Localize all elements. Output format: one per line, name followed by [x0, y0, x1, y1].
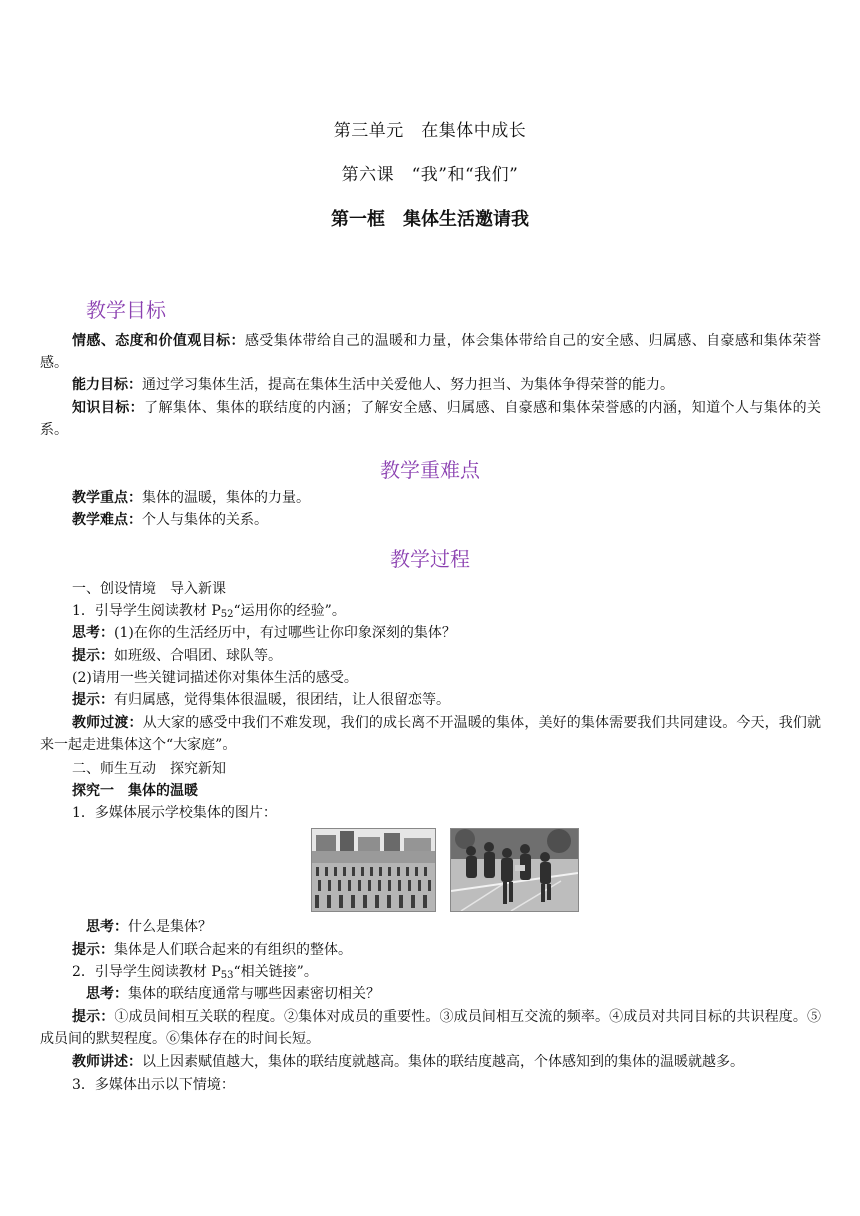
question-1	[72, 622, 822, 644]
step-1-pre: 1．引导学生阅读教材 P	[72, 603, 221, 619]
hint-1-text: 如班级、合唱团、球队等。	[114, 648, 282, 664]
objective-ability-label: 能力目标：	[72, 377, 142, 393]
step-2: 1．多媒体展示学校集体的图片：	[72, 805, 277, 821]
hint-3-label: 提示：	[72, 942, 114, 958]
objective-ability-text: 通过学习集体生活，提高在集体生活中关爱他人、努力担当、为集体争得荣誉的能力。	[142, 377, 674, 393]
hint-1-label: 提示：	[72, 648, 114, 664]
keypoint-focus-text: 集体的温暖，集体的力量。	[142, 490, 310, 506]
lesson-title: 第六课 “我”和“我们”	[341, 165, 519, 185]
keypoint-focus-label: 教学重点：	[72, 490, 142, 506]
hint-4-label: 提示：	[72, 1009, 115, 1025]
hint-4	[40, 1006, 821, 1050]
step-3-pre: 2．引导学生阅读教材 P	[72, 964, 221, 980]
tug-of-war-photo	[450, 828, 579, 912]
teacher-explanation-text: 以上因素赋值越大，集体的联结度就越高。集体的联结度越高，个体感知到的集体的温暖就越多。	[142, 1054, 744, 1070]
step-3-post: “相关链接”。	[233, 964, 318, 980]
objective-knowledge-label: 知识目标：	[72, 400, 145, 416]
objective-emotion-label: 情感、态度和价值观目标：	[72, 333, 245, 349]
question-4-text: 集体的联结度通常与哪些因素密切相关？	[128, 986, 380, 1002]
unit-title: 第三单元 在集体中成长	[333, 121, 527, 141]
teacher-transition-label: 教师过渡：	[72, 715, 143, 731]
hint-2	[72, 689, 822, 711]
keypoint-focus	[72, 487, 822, 509]
objective-knowledge-text: 了解集体、集体的联结度的内涵；了解安全感、归属感、自豪感和集体荣誉感的内涵，知道个人与集体的关系。	[40, 400, 822, 438]
teacher-transition	[40, 712, 821, 756]
hint-3	[72, 939, 822, 961]
step-1-post: “运用你的经验”。	[233, 603, 346, 619]
teacher-transition-text: 从大家的感受中我们不难发现，我们的成长离不开温暖的集体，美好的集体需要我们共同建设。今天，我们就来一起走进集体这个“大家庭”。	[40, 715, 822, 753]
objective-emotion-text: 感受集体带给自己的温暖和力量，体会集体带给自己的安全感、归属感、自豪感和集体荣誉感。	[40, 333, 822, 371]
process-heading: 教学过程	[390, 547, 470, 571]
teacher-explanation-label: 教师讲述：	[72, 1054, 142, 1070]
hint-4-text: ①成员间相互关联的程度。②集体对成员的重要性。③成员间相互交流的频率。④成员对共同目标的共识程度。⑤成员间的默契程度。⑥集体存在的时间长短。	[40, 1009, 821, 1047]
question-1-label: 思考：	[72, 625, 114, 641]
objective-knowledge	[40, 397, 821, 441]
hint-1	[72, 645, 822, 667]
objective-ability	[72, 374, 822, 396]
section-one-heading: 一、创设情境 导入新课	[72, 581, 226, 597]
objectives-heading: 教学目标	[86, 298, 166, 322]
keypoint-difficulty-text: 个人与集体的关系。	[142, 512, 268, 528]
question-1-text: (1)在你的生活经历中，有过哪些让你印象深刻的集体？	[114, 625, 456, 641]
hint-2-label: 提示：	[72, 692, 114, 708]
keypoint-difficulty	[72, 509, 822, 531]
question-4	[86, 983, 822, 1005]
frame-title: 第一框 集体生活邀请我	[331, 209, 529, 230]
question-2: (2)请用一些关键词描述你对集体生活的感受。	[72, 670, 358, 686]
explore-one-heading	[72, 780, 822, 802]
step-4: 3．多媒体出示以下情境：	[72, 1077, 235, 1093]
step-1-page: 52	[220, 609, 234, 620]
question-3-text: 什么是集体？	[128, 919, 212, 935]
teacher-explanation	[72, 1051, 822, 1073]
question-4-label: 思考：	[86, 986, 128, 1002]
hint-2-text: 有归属感，觉得集体很温暖，很团结，让人很留恋等。	[114, 692, 450, 708]
question-3-label: 思考：	[86, 919, 128, 935]
hint-3-text: 集体是人们联合起来的有组织的整体。	[114, 942, 352, 958]
question-3	[86, 916, 822, 938]
step-3-page: 53	[220, 970, 234, 981]
explore-one-label: 探究一 集体的温暖	[72, 783, 198, 799]
section-two-heading: 二、师生互动 探究新知	[72, 761, 226, 777]
keypoint-difficulty-label: 教学难点：	[72, 512, 142, 528]
school-exercise-photo	[311, 828, 436, 912]
objective-emotion	[40, 330, 821, 374]
keypoints-heading: 教学重难点	[380, 458, 480, 482]
